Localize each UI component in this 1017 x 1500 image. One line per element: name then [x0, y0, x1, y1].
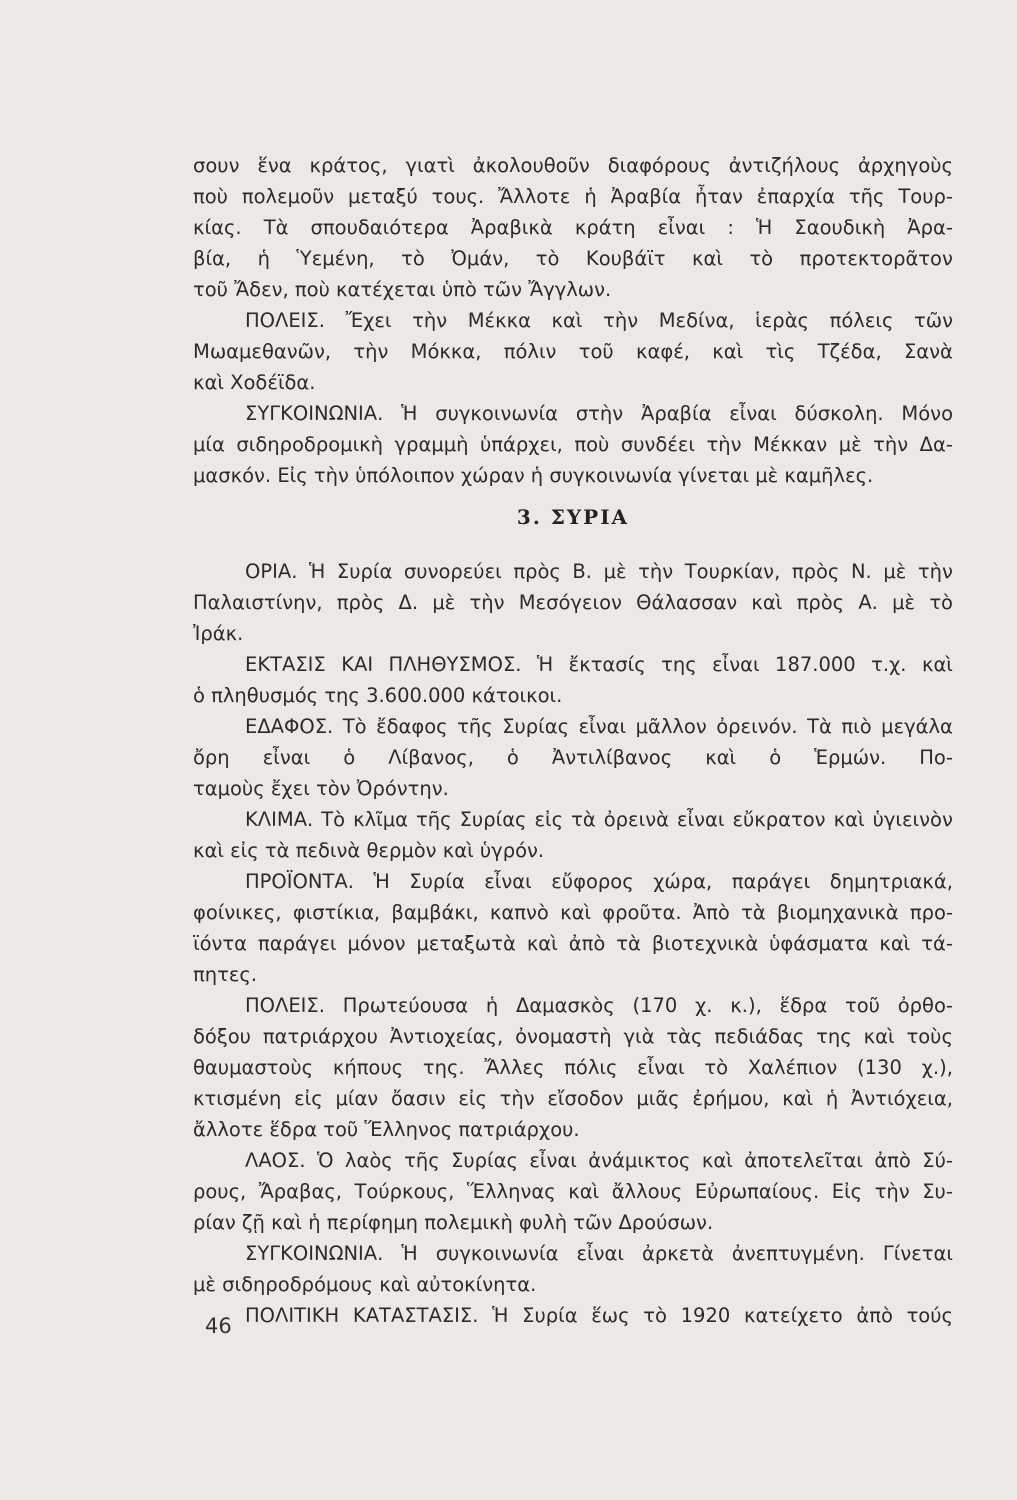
text-line: ρους, Ἄραβας, Τούρκους, Ἕλληνας καὶ ἄλλους Εὐρωπαίους. Εἰς τὴν Συ- [193, 1180, 953, 1203]
text-line: ὁ πληθυσμός της 3.600.000 κάτοικοι. [193, 684, 563, 707]
text-line: τοῦ Ἄδεν, ποὺ κατέχεται ὑπὸ τῶν Ἄγγλων. [193, 278, 612, 301]
text-line: μία σιδηροδρομικὴ γραμμὴ ὑπάρχει, ποὺ συνδέει τὴν Μέκκαν μὲ τὴν Δα- [193, 433, 953, 456]
syria-text-block [193, 556, 953, 1331]
text-line: φοίνικες, φιστίκια, βαμβάκι, καπνὸ καὶ φροῦτα. Ἀπὸ τὰ βιομηχανικὰ προ- [193, 901, 953, 924]
text-line: ταμοὺς ἔχει τὸν Ὀρόντην. [193, 777, 449, 800]
text-line: σουν ἕνα κράτος, γιατὶ ἀκολουθοῦν διαφόρους ἀντιζήλους ἀρχηγοὺς [193, 154, 953, 177]
text-line: ΕΔΑΦΟΣ. Τὸ ἔδαφος τῆς Συρίας εἶναι μᾶλλον ὀρεινόν. Τὰ πιὸ μεγάλα [245, 715, 953, 738]
text-line: ΣΥΓΚΟΙΝΩΝΙΑ. Ἡ συγκοινωνία εἶναι ἀρκετὰ ἀνεπτυγμένη. Γίνεται [245, 1242, 953, 1265]
text-line: βία, ἡ Ὑεμένη, τὸ Ὀμάν, τὸ Κουβάϊτ καὶ τὸ προτεκτορᾶτον [193, 247, 953, 270]
section-heading: 3. ΣΥΡΙΑ [516, 505, 630, 529]
arabia-text-block [193, 150, 953, 491]
text-line: μασκόν. Εἰς τὴν ὑπόλοιπον χώραν ἡ συγκοινωνία γίνεται μὲ καμῆλες. [193, 464, 874, 487]
text-line: κίας. Τὰ σπουδαιότερα Ἀραβικὰ κράτη εἶναι : Ἡ Σαουδικὴ Ἀρα- [193, 216, 953, 239]
text-line: ΟΡΙΑ. Ἡ Συρία συνορεύει πρὸς Β. μὲ τὴν Τουρκίαν, πρὸς Ν. μὲ τὴν [245, 560, 953, 583]
text-line: καὶ Χοδέϊδα. [193, 371, 316, 394]
text-line: δόξου πατριάρχου Ἀντιοχείας, ὀνομαστὴ γιὰ τὰς πεδιάδας της καὶ τοὺς [193, 1025, 953, 1048]
text-line: Μωαμεθανῶν, τὴν Μόκκα, πόλιν τοῦ καφέ, καὶ τὶς Τζέδα, Σανὰ [193, 340, 953, 363]
text-line: ὄρη εἶναι ὁ Λίβανος, ὁ Ἀντιλίβανος καὶ ὁ Ἑρμών. Πο- [193, 746, 953, 769]
text-line: ποὺ πολεμοῦν μεταξύ τους. Ἄλλοτε ἡ Ἀραβία ἦταν ἐπαρχία τῆς Τουρ- [193, 185, 953, 208]
text-line: ΚΛΙΜΑ. Τὸ κλῖμα τῆς Συρίας εἰς τὰ ὀρεινὰ εἶναι εὔκρατον καὶ ὑγιεινὸν [245, 808, 953, 831]
text-line: θαυμαστοὺς κήπους της. Ἄλλες πόλις εἶναι τὸ Χαλέπιον (130 χ.), [193, 1056, 953, 1079]
text-line: πητες. [193, 963, 258, 986]
text-line: ΛΑΟΣ. Ὁ λαὸς τῆς Συρίας εἶναι ἀνάμικτος καὶ ἀποτελεῖται ἀπὸ Σύ- [245, 1149, 953, 1172]
text-line: μὲ σιδηροδρόμους καὶ αὐτοκίνητα. [193, 1273, 537, 1296]
text-line: Παλαιστίνην, πρὸς Δ. μὲ τὴν Μεσόγειον Θάλασσαν καὶ πρὸς Α. μὲ τὸ [193, 591, 953, 614]
text-line: Ἰράκ. [193, 622, 244, 645]
text-line: ἄλλοτε ἕδρα τοῦ Ἕλληνος πατριάρχου. [193, 1118, 580, 1141]
text-line: ΣΥΓΚΟΙΝΩΝΙΑ. Ἡ συγκοινωνία στὴν Ἀραβία εἶναι δύσκολη. Μόνο [245, 402, 953, 425]
text-line: ΠΟΛΙΤΙΚΗ ΚΑΤΑΣΤΑΣΙΣ. Ἡ Συρία ἕως τὸ 1920 κατείχετο ἀπὸ τούς [245, 1304, 953, 1327]
text-line: ρίαν ζῇ καὶ ἡ περίφημη πολεμικὴ φυλὴ τῶν Δρούσων. [193, 1211, 714, 1234]
text-line: ΠΡΟΪΟΝΤΑ. Ἡ Συρία εἶναι εὔφορος χώρα, παράγει δημητριακά, [245, 870, 953, 893]
text-line: ΠΟΛΕΙΣ. Πρωτεύουσα ἡ Δαμασκὸς (170 χ. κ.), ἕδρα τοῦ ὀρθο- [245, 994, 953, 1017]
text-line: ΠΟΛΕΙΣ. Ἔχει τὴν Μέκκα καὶ τὴν Μεδίνα, ἱερὰς πόλεις τῶν [245, 309, 953, 332]
text-line: ϊόντα παράγει μόνον μεταξωτὰ καὶ ἀπὸ τὰ βιοτεχνικὰ ὑφάσματα καὶ τά- [193, 932, 953, 955]
page-number: 46 [205, 1314, 232, 1338]
text-line: κτισμένη εἰς μίαν ὄασιν εἰς τὴν εἴσοδον μιᾶς ἐρήμου, καὶ ἡ Ἀντιόχεια, [193, 1087, 953, 1110]
text-line: καὶ εἰς τὰ πεδινὰ θερμὸν καὶ ὑγρόν. [193, 839, 545, 862]
text-line: ΕΚΤΑΣΙΣ ΚΑΙ ΠΛΗΘΥΣΜΟΣ. Ἡ ἔκτασίς της εἶναι 187.000 τ.χ. καὶ [245, 653, 953, 676]
